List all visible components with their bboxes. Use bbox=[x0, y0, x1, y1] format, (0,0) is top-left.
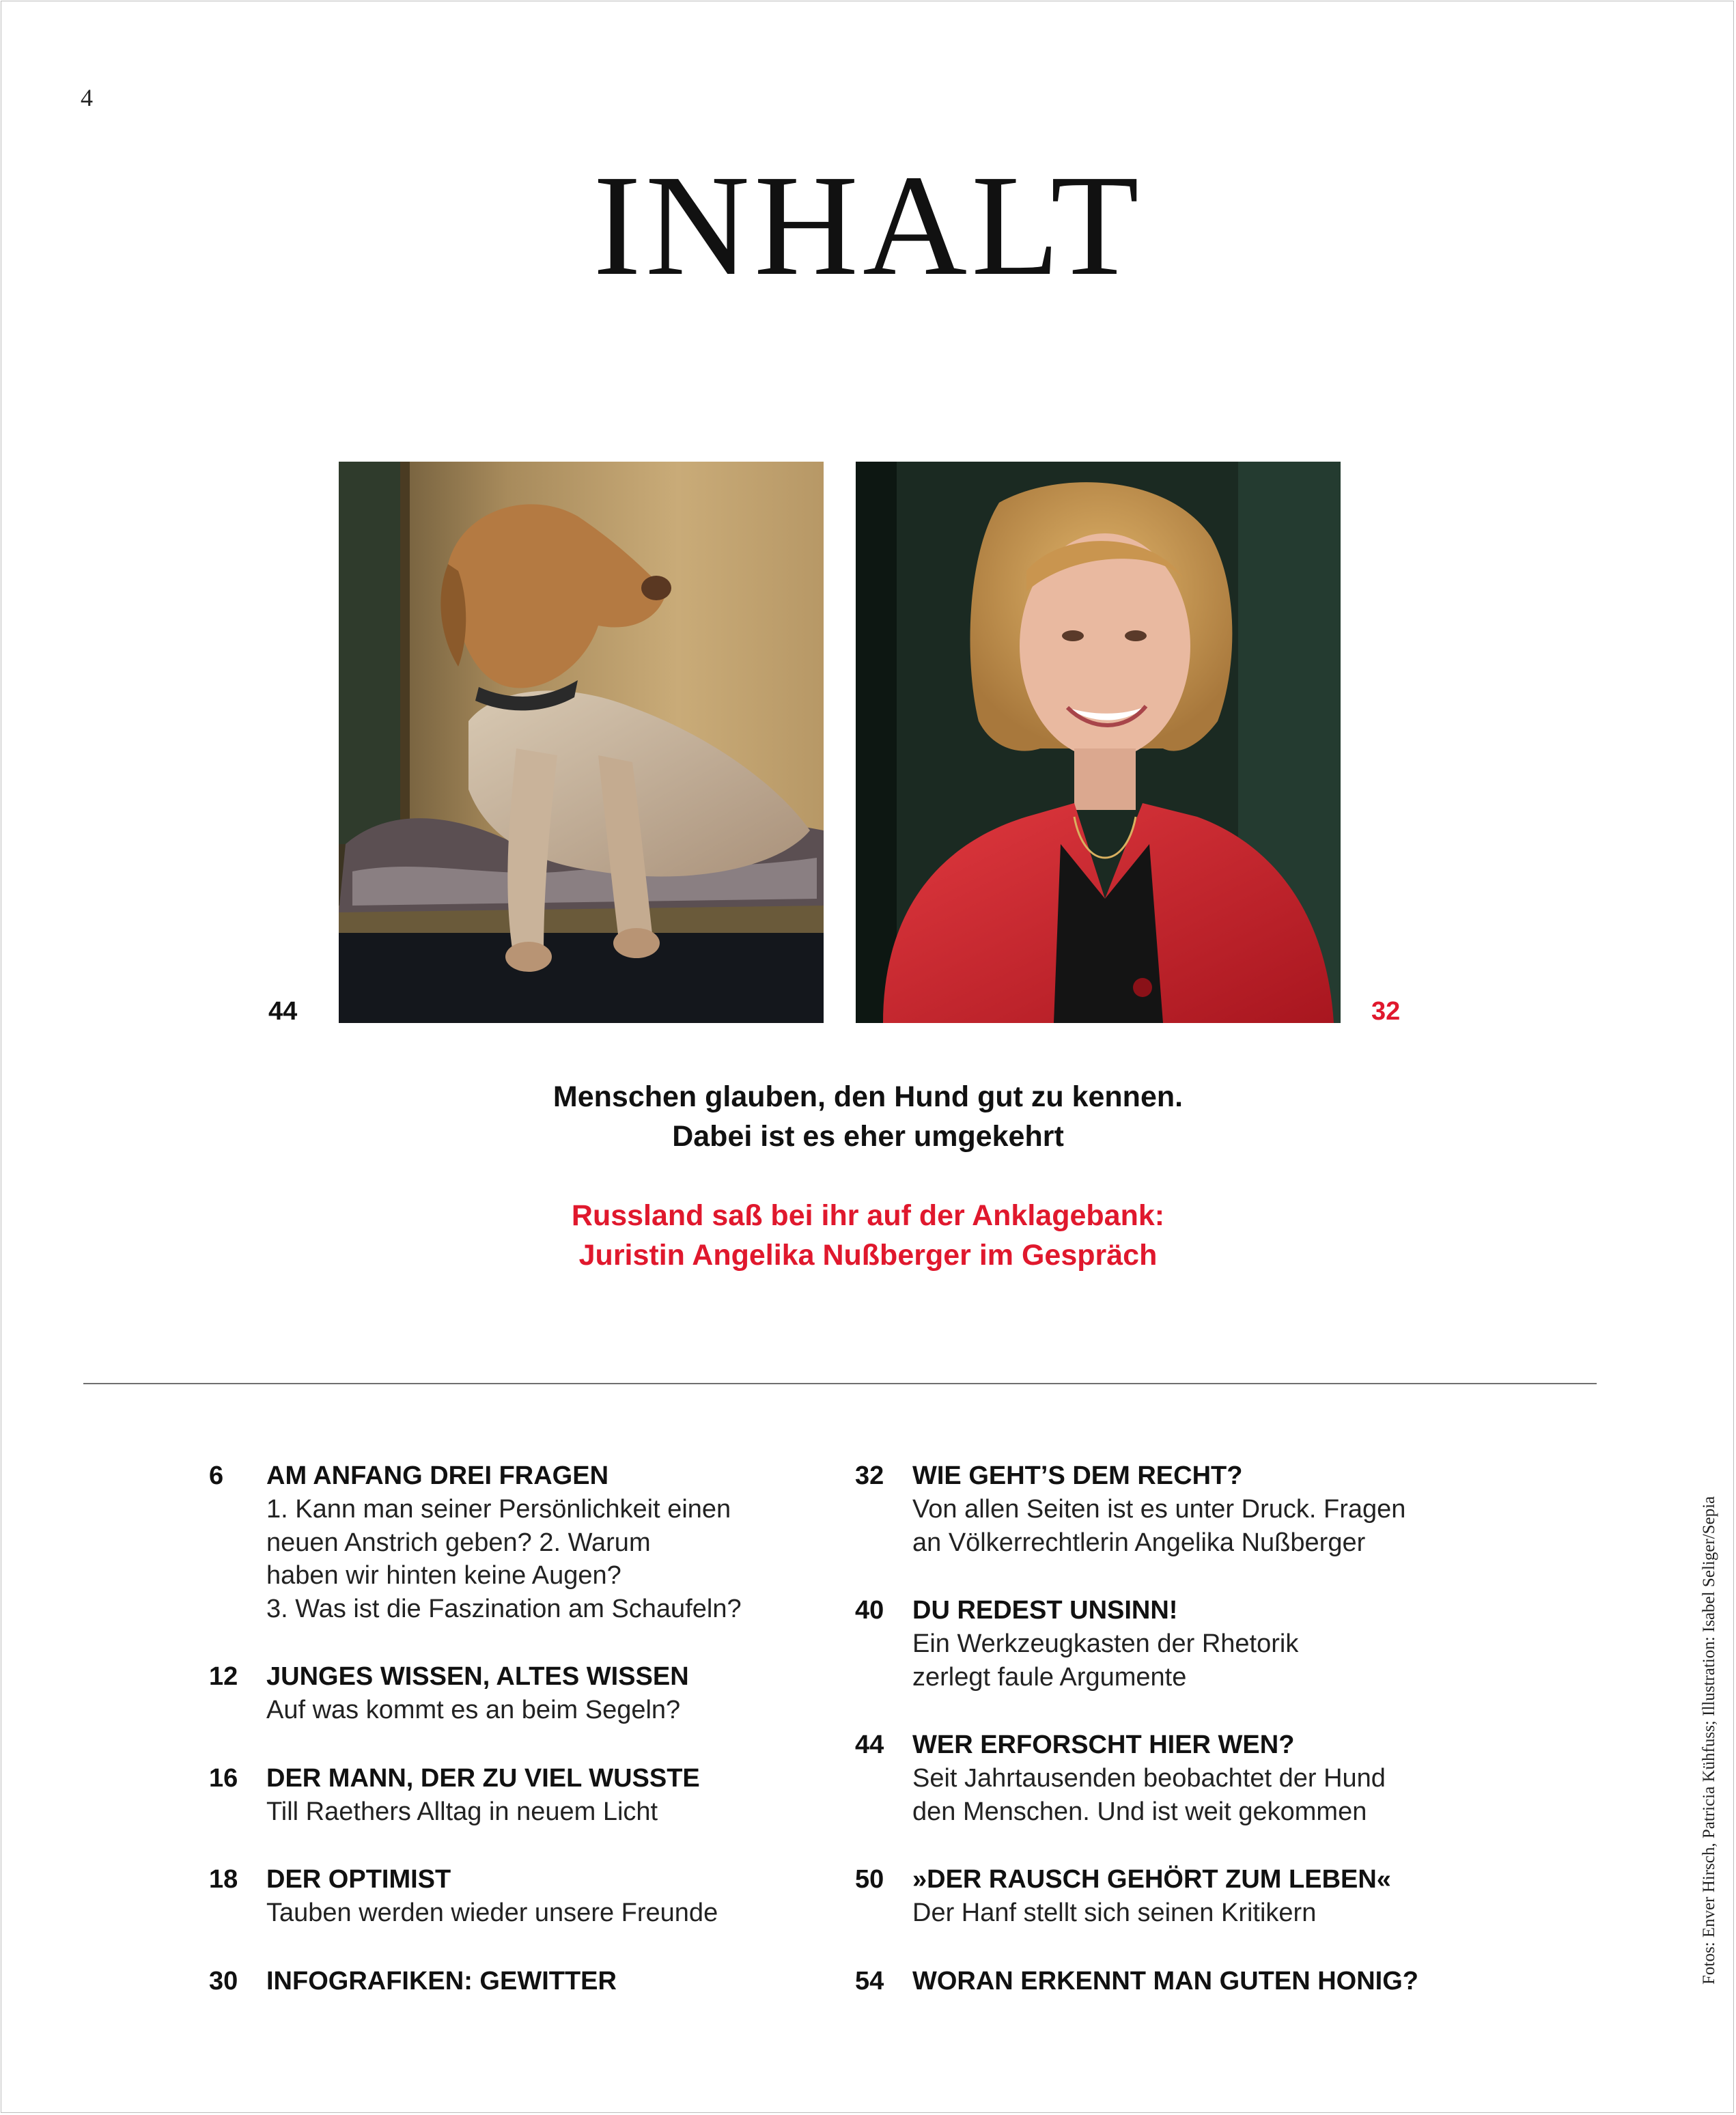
toc-entry[interactable] bbox=[855, 1459, 1418, 1559]
toc-page-number: 32 bbox=[855, 1461, 884, 1490]
toc-heading: WER ERFORSCHT HIER WEN? bbox=[912, 1731, 1295, 1759]
toc-description: Der Hanf stellt sich seinen Kritikern bbox=[912, 1899, 1317, 1927]
toc-entry[interactable] bbox=[209, 1862, 742, 1930]
toc-entry[interactable] bbox=[209, 1964, 742, 1998]
portrait-photo-page-ref: 32 bbox=[1371, 997, 1401, 1026]
portrait-photo bbox=[856, 462, 1341, 1023]
toc-entry[interactable] bbox=[855, 1964, 1418, 1998]
toc-page-number: 16 bbox=[209, 1763, 238, 1793]
dog-teaser bbox=[0, 1077, 1736, 1156]
toc-heading: INFOGRAFIKEN: GEWITTER bbox=[266, 1966, 617, 1995]
page-title: INHALT bbox=[593, 145, 1143, 306]
toc-description: Seit Jahrtausenden beobachtet der Hund bbox=[912, 1764, 1386, 1793]
toc-heading: DU REDEST UNSINN! bbox=[912, 1596, 1178, 1625]
interview-teaser bbox=[0, 1196, 1736, 1275]
dog-teaser-line: Menschen glauben, den Hund gut zu kennen. bbox=[552, 1080, 1184, 1113]
toc-page-number: 30 bbox=[209, 1966, 238, 1995]
toc-description: zerlegt faule Argumente bbox=[912, 1662, 1187, 1692]
toc-page-number: 50 bbox=[855, 1865, 884, 1894]
toc-heading: DER OPTIMIST bbox=[266, 1865, 451, 1894]
interview-teaser-line: Juristin Angelika Nußberger im Gespräch bbox=[578, 1239, 1158, 1272]
dog-photo-page-ref: 44 bbox=[268, 997, 298, 1026]
toc-entry[interactable] bbox=[855, 1593, 1418, 1694]
interview-teaser-line: Russland saß bei ihr auf der Anklagebank: bbox=[571, 1199, 1165, 1232]
toc-description: Tauben werden wieder unsere Freunde bbox=[266, 1899, 718, 1927]
toc-entry[interactable] bbox=[209, 1761, 742, 1829]
toc-entry[interactable] bbox=[209, 1459, 742, 1625]
toc-description: Von allen Seiten ist es unter Druck. Fragen bbox=[912, 1495, 1406, 1524]
toc-description: 3. Was ist die Faszination am Schaufeln? bbox=[266, 1594, 742, 1623]
toc-description: haben wir hinten keine Augen? bbox=[266, 1561, 621, 1590]
toc-heading: WORAN ERKENNT MAN GUTEN HONIG? bbox=[912, 1966, 1418, 1995]
dog-photo-image bbox=[339, 462, 824, 1023]
toc-page-number: 18 bbox=[209, 1865, 238, 1894]
toc-heading: WIE GEHT’S DEM RECHT? bbox=[912, 1461, 1243, 1490]
toc-left-column bbox=[209, 1459, 742, 2032]
dog-teaser-line: Dabei ist es eher umgekehrt bbox=[672, 1120, 1064, 1153]
toc-description: Till Raethers Alltag in neuem Licht bbox=[266, 1797, 658, 1826]
toc-description: neuen Anstrich geben? 2. Warum bbox=[266, 1528, 651, 1557]
dog-photo bbox=[339, 462, 824, 1023]
portrait-photo-image bbox=[856, 462, 1341, 1023]
toc-description: Auf was kommt es an beim Segeln? bbox=[266, 1696, 681, 1724]
toc-entry[interactable] bbox=[855, 1728, 1418, 1828]
toc-page-number: 12 bbox=[209, 1662, 238, 1691]
toc-entry[interactable] bbox=[209, 1659, 742, 1727]
toc-description: 1. Kann man seiner Persönlichkeit einen bbox=[266, 1495, 731, 1524]
toc-page-number: 6 bbox=[209, 1461, 224, 1490]
toc-heading: JUNGES WISSEN, ALTES WISSEN bbox=[266, 1662, 689, 1691]
toc-right-column bbox=[855, 1459, 1418, 2032]
toc-description: Ein Werkzeugkasten der Rhetorik bbox=[912, 1629, 1299, 1658]
toc-page-number: 44 bbox=[855, 1731, 884, 1759]
toc-entry[interactable] bbox=[855, 1862, 1418, 1930]
toc-page-number: 40 bbox=[855, 1596, 884, 1625]
toc-description: den Menschen. Und ist weit gekommen bbox=[912, 1797, 1367, 1826]
toc-heading: AM ANFANG DREI FRAGEN bbox=[266, 1461, 609, 1490]
section-divider bbox=[83, 1383, 1597, 1384]
toc-page-number: 54 bbox=[855, 1966, 884, 1995]
page-number: 4 bbox=[81, 84, 93, 111]
toc-heading: DER MANN, DER ZU VIEL WUSSTE bbox=[266, 1763, 700, 1793]
photo-credits: Fotos: Enver Hirsch, Patricia Kühfuss; Illustration: Isabel Seliger/Sepia bbox=[1700, 1496, 1718, 1985]
toc-description: an Völkerrechtlerin Angelika Nußberger bbox=[912, 1528, 1366, 1557]
toc-heading: »DER RAUSCH GEHÖRT ZUM LEBEN« bbox=[912, 1865, 1391, 1894]
